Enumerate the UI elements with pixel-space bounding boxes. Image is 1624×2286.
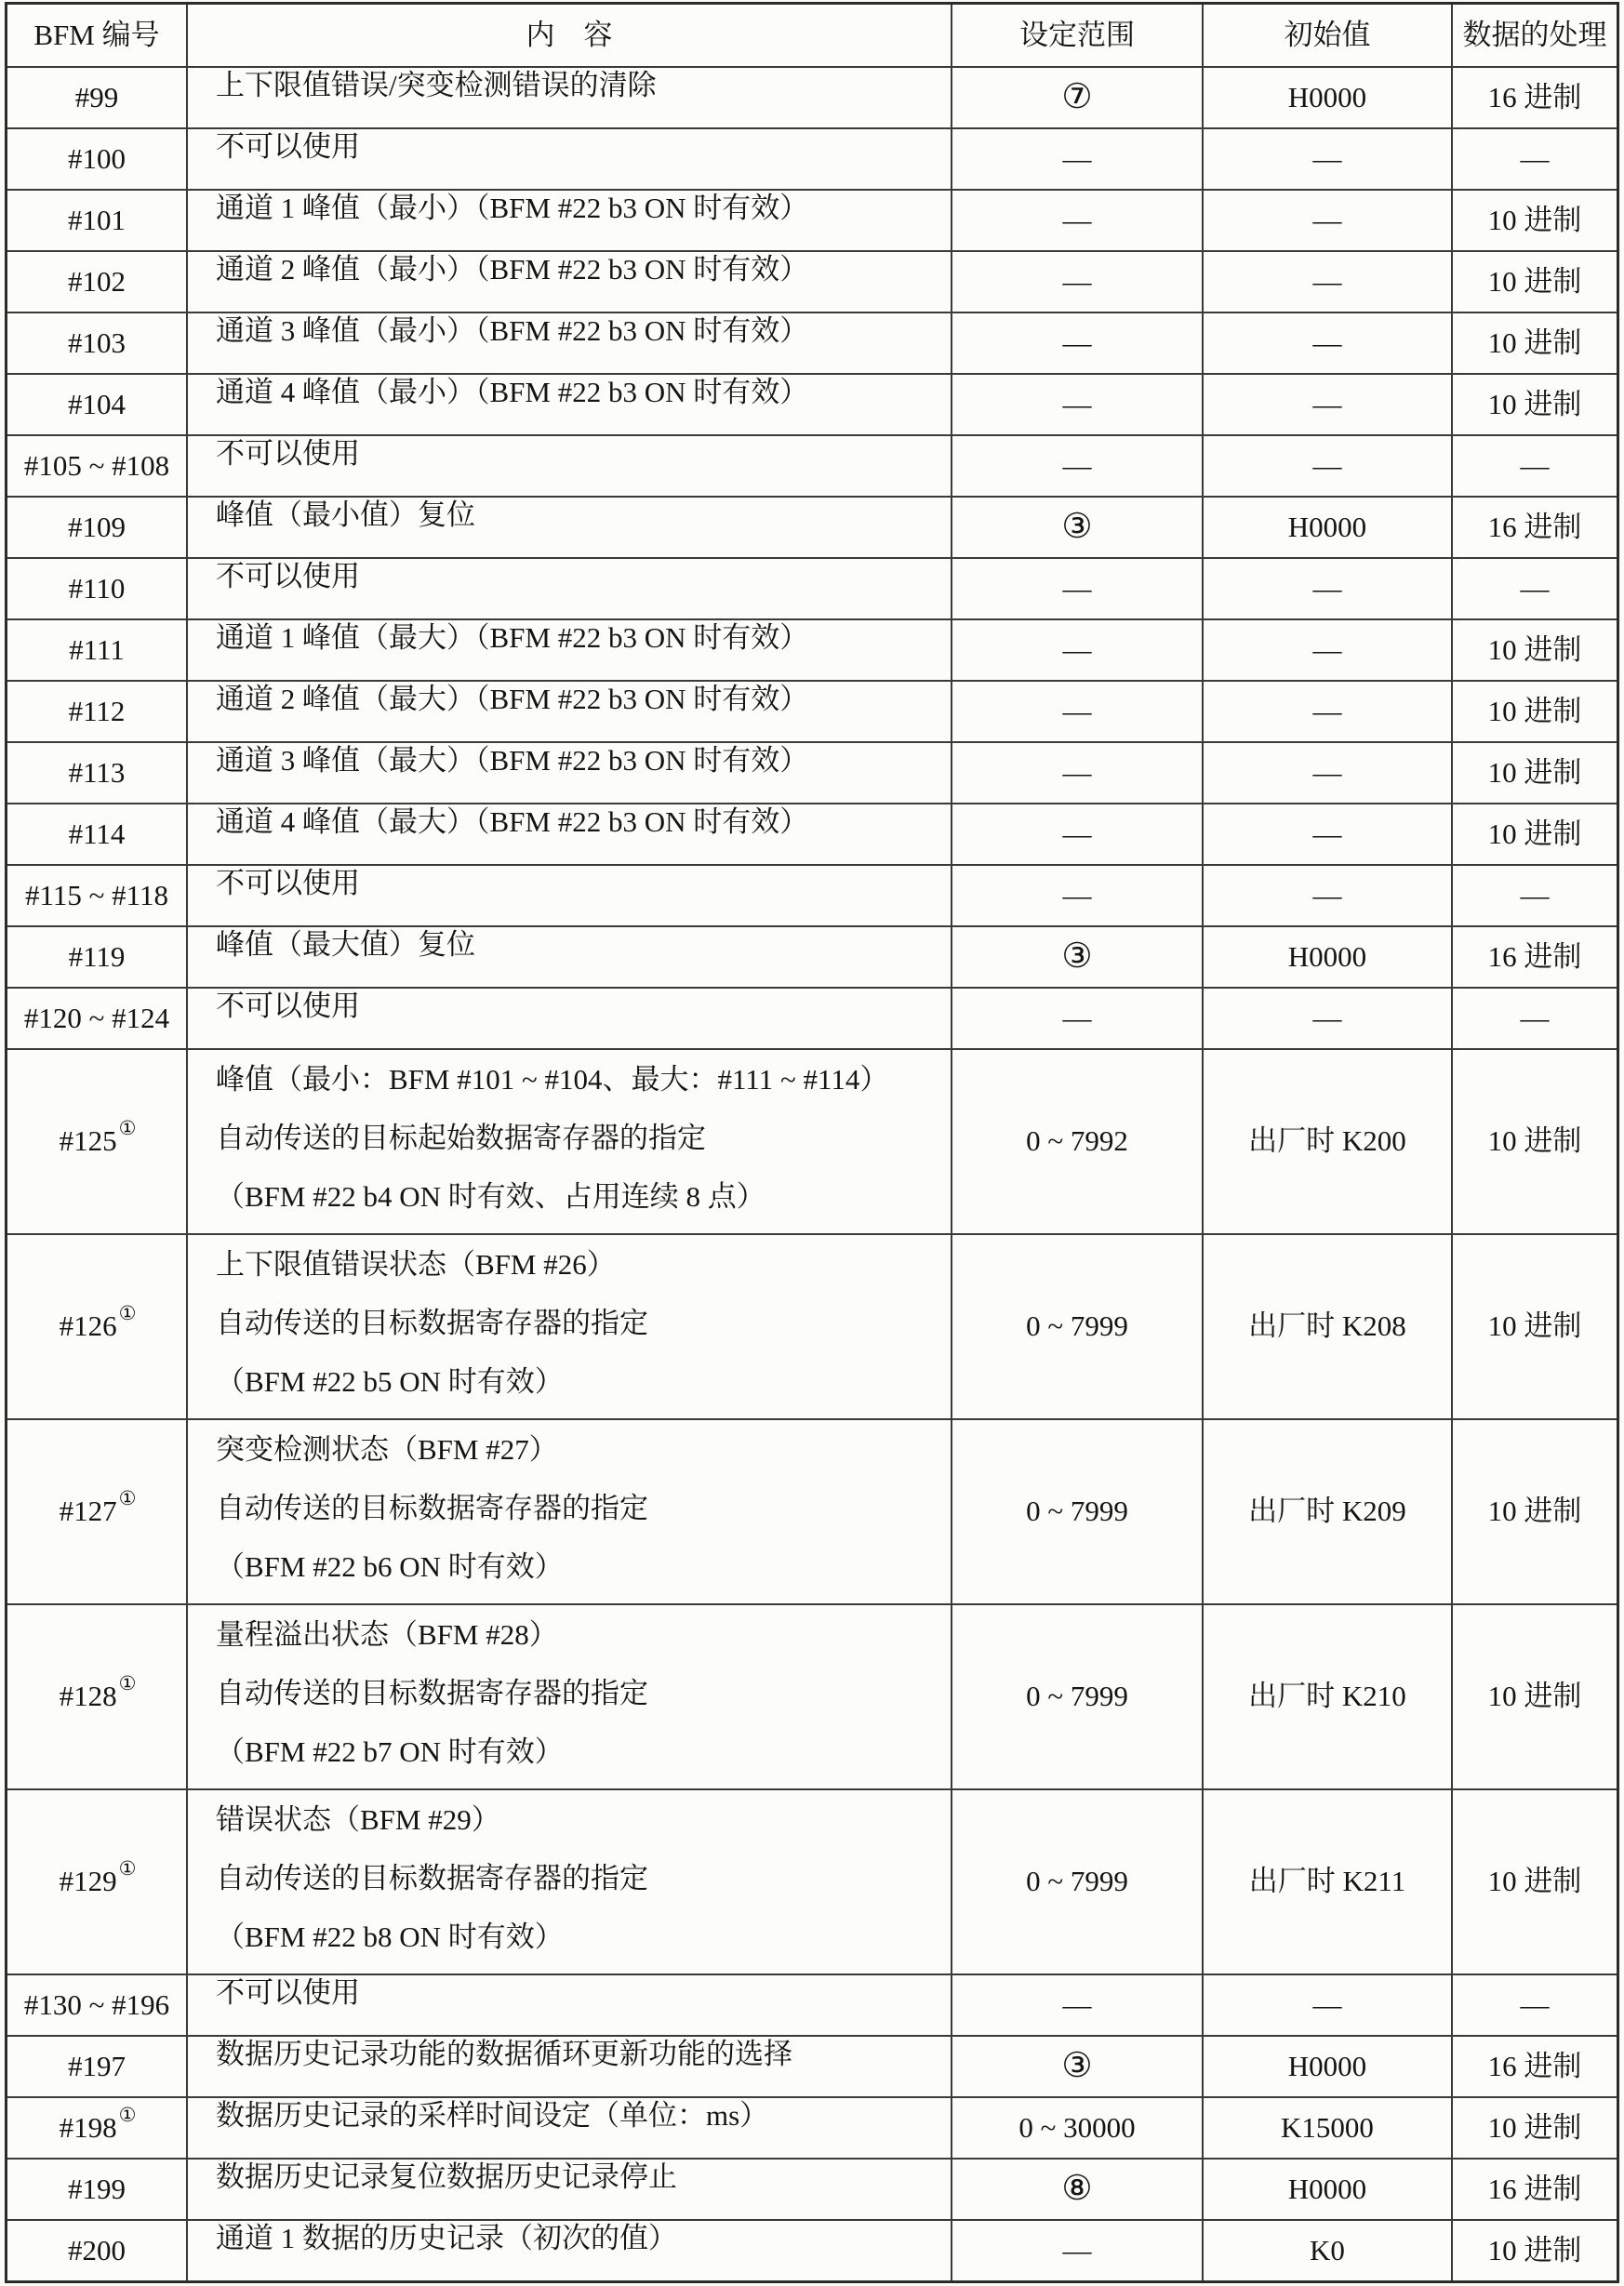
table-row bbox=[7, 803, 1617, 864]
data-processing-cell: 10 进制 bbox=[1451, 620, 1617, 680]
content-line: （BFM #22 b5 ON 时有效） bbox=[216, 1365, 564, 1398]
data-processing-cell: 10 进制 bbox=[1451, 313, 1617, 373]
table-row bbox=[7, 373, 1617, 434]
initial-value-cell: 出厂时 K208 bbox=[1202, 1235, 1451, 1418]
content-cell bbox=[186, 313, 951, 373]
bfm-number-cell bbox=[7, 313, 186, 373]
bfm-number-cell bbox=[7, 1420, 186, 1603]
column-header-content-label: 内 容 bbox=[526, 18, 613, 51]
table-row bbox=[7, 987, 1617, 1048]
initial-value-cell: H0000 bbox=[1202, 68, 1451, 127]
content-cell bbox=[186, 2221, 951, 2280]
content-line: 不可以使用 bbox=[216, 130, 360, 163]
content-line: 不可以使用 bbox=[216, 560, 360, 592]
bfm-number: #110 bbox=[68, 571, 126, 605]
bfm-number-cell bbox=[7, 1605, 186, 1788]
data-processing-cell: 10 进制 bbox=[1451, 2221, 1617, 2280]
table-row bbox=[7, 1974, 1617, 2035]
bfm-number: #113 bbox=[68, 755, 126, 789]
bfm-number: #102 bbox=[68, 264, 126, 298]
setting-range-cell: ③ bbox=[951, 498, 1202, 557]
content-line: （BFM #22 b4 ON 时有效、占用连续 8 点） bbox=[216, 1180, 765, 1213]
table-row bbox=[7, 680, 1617, 741]
content-line: 通道 4 峰值（最小）（BFM #22 b3 ON 时有效） bbox=[216, 376, 809, 408]
content-cell bbox=[186, 1975, 951, 2035]
bfm-number: #99 bbox=[74, 80, 119, 113]
setting-range-cell: — bbox=[951, 866, 1202, 925]
column-header-setting-range: 设定范围 bbox=[951, 5, 1202, 66]
content-cell bbox=[186, 682, 951, 741]
data-processing-cell: — bbox=[1451, 1975, 1617, 2035]
setting-range-cell: 0 ~ 7999 bbox=[951, 1420, 1202, 1603]
bfm-number-cell bbox=[7, 2160, 186, 2219]
content-line: 峰值（最小值）复位 bbox=[216, 498, 475, 531]
initial-value-cell: — bbox=[1202, 252, 1451, 312]
content-cell bbox=[186, 129, 951, 189]
table-row bbox=[7, 312, 1617, 373]
bfm-number-cell bbox=[7, 252, 186, 312]
setting-range-cell: — bbox=[951, 375, 1202, 434]
setting-range-cell: 0 ~ 7999 bbox=[951, 1605, 1202, 1788]
content-line: 自动传送的目标起始数据寄存器的指定 bbox=[216, 1122, 706, 1154]
initial-value-cell: K15000 bbox=[1202, 2098, 1451, 2158]
setting-range-cell: 0 ~ 30000 bbox=[951, 2098, 1202, 2158]
content-line: （BFM #22 b6 ON 时有效） bbox=[216, 1550, 564, 1583]
initial-value-cell: — bbox=[1202, 989, 1451, 1048]
table-row bbox=[7, 189, 1617, 250]
data-processing-cell: 16 进制 bbox=[1451, 68, 1617, 127]
content-line: 通道 1 峰值（最大）（BFM #22 b3 ON 时有效） bbox=[216, 621, 809, 654]
table-body bbox=[7, 66, 1617, 2280]
content-cell bbox=[186, 2037, 951, 2096]
setting-range-cell: — bbox=[951, 191, 1202, 250]
content-line: 上下限值错误/突变检测错误的清除 bbox=[216, 69, 657, 101]
data-processing-cell: 16 进制 bbox=[1451, 927, 1617, 987]
table-row bbox=[7, 925, 1617, 987]
bfm-number-cell bbox=[7, 375, 186, 434]
setting-range-cell: — bbox=[951, 252, 1202, 312]
bfm-number: #105 ~ #108 bbox=[23, 448, 170, 482]
data-processing-cell: 10 进制 bbox=[1451, 1050, 1617, 1233]
content-cell bbox=[186, 2098, 951, 2158]
content-line: 通道 2 峰值（最小）（BFM #22 b3 ON 时有效） bbox=[216, 253, 809, 286]
initial-value-cell: — bbox=[1202, 620, 1451, 680]
table-row bbox=[7, 1418, 1617, 1603]
column-header-data-processing: 数据的处理 bbox=[1451, 5, 1617, 66]
initial-value-cell: — bbox=[1202, 682, 1451, 741]
setting-range-cell: — bbox=[951, 989, 1202, 1048]
bfm-number-cell bbox=[7, 989, 186, 1048]
setting-range-cell: ⑧ bbox=[951, 2160, 1202, 2219]
table-row bbox=[7, 2219, 1617, 2280]
content-line: 通道 1 数据的历史记录（初次的值） bbox=[216, 2222, 677, 2254]
content-cell bbox=[186, 1790, 951, 1974]
initial-value-cell: H0000 bbox=[1202, 498, 1451, 557]
initial-value-cell: H0000 bbox=[1202, 927, 1451, 987]
bfm-number: #115 ~ #118 bbox=[25, 878, 168, 911]
bfm-number: #200 bbox=[68, 2233, 126, 2266]
setting-range-cell: — bbox=[951, 620, 1202, 680]
content-cell bbox=[186, 498, 951, 557]
content-line: 突变检测状态（BFM #27） bbox=[216, 1433, 558, 1466]
data-processing-cell: — bbox=[1451, 989, 1617, 1048]
table-row bbox=[7, 434, 1617, 496]
bfm-number-cell bbox=[7, 927, 186, 987]
data-processing-cell: 16 进制 bbox=[1451, 2160, 1617, 2219]
table-row bbox=[7, 1788, 1617, 1974]
footnote-marker: ① bbox=[118, 1117, 137, 1140]
data-processing-cell: — bbox=[1451, 866, 1617, 925]
bfm-number: #101 bbox=[68, 203, 126, 236]
content-line: 自动传送的目标数据寄存器的指定 bbox=[216, 1492, 648, 1524]
bfm-number: #126 bbox=[59, 1309, 117, 1343]
content-line: 通道 2 峰值（最大）（BFM #22 b3 ON 时有效） bbox=[216, 683, 809, 715]
bfm-number: #199 bbox=[68, 2172, 126, 2205]
setting-range-cell: — bbox=[951, 1975, 1202, 2035]
bfm-number: #125 bbox=[59, 1124, 117, 1158]
data-processing-cell: 10 进制 bbox=[1451, 252, 1617, 312]
data-processing-cell: — bbox=[1451, 436, 1617, 496]
data-processing-cell: 10 进制 bbox=[1451, 191, 1617, 250]
setting-range-cell: — bbox=[951, 2221, 1202, 2280]
bfm-number-cell bbox=[7, 191, 186, 250]
initial-value-cell: — bbox=[1202, 436, 1451, 496]
data-processing-cell: — bbox=[1451, 129, 1617, 189]
content-cell bbox=[186, 989, 951, 1048]
bfm-number: #119 bbox=[68, 939, 126, 973]
content-cell bbox=[186, 804, 951, 864]
bfm-number: #197 bbox=[68, 2049, 126, 2082]
setting-range-cell: — bbox=[951, 682, 1202, 741]
bfm-number-cell bbox=[7, 498, 186, 557]
initial-value-cell: 出厂时 K209 bbox=[1202, 1420, 1451, 1603]
bfm-number-cell bbox=[7, 129, 186, 189]
content-cell bbox=[186, 1235, 951, 1418]
bfm-number-cell bbox=[7, 804, 186, 864]
table-row bbox=[7, 1048, 1617, 1233]
initial-value-cell: — bbox=[1202, 191, 1451, 250]
content-line: 数据历史记录的采样时间设定（单位：ms） bbox=[216, 2099, 769, 2132]
content-cell bbox=[186, 743, 951, 803]
content-line: （BFM #22 b7 ON 时有效） bbox=[216, 1735, 564, 1768]
table-row bbox=[7, 2096, 1617, 2158]
setting-range-cell: ③ bbox=[951, 927, 1202, 987]
table-row bbox=[7, 864, 1617, 925]
data-processing-cell: 10 进制 bbox=[1451, 2098, 1617, 2158]
initial-value-cell: — bbox=[1202, 313, 1451, 373]
setting-range-cell: 0 ~ 7992 bbox=[951, 1050, 1202, 1233]
bfm-number-cell bbox=[7, 68, 186, 127]
bfm-number-cell bbox=[7, 2037, 186, 2096]
content-cell bbox=[186, 620, 951, 680]
footnote-marker: ① bbox=[118, 2103, 137, 2126]
initial-value-cell: H0000 bbox=[1202, 2160, 1451, 2219]
bfm-number-cell bbox=[7, 2098, 186, 2158]
content-line: 通道 1 峰值（最小）（BFM #22 b3 ON 时有效） bbox=[216, 192, 809, 224]
bfm-number: #112 bbox=[68, 694, 126, 727]
table-row bbox=[7, 1233, 1617, 1418]
bfm-number: #129 bbox=[59, 1865, 117, 1898]
setting-range-cell: ③ bbox=[951, 2037, 1202, 2096]
bfm-register-table bbox=[5, 2, 1619, 2283]
bfm-number: #100 bbox=[68, 141, 126, 175]
bfm-number: #127 bbox=[59, 1495, 117, 1528]
content-line: 不可以使用 bbox=[216, 1976, 360, 2009]
table-row bbox=[7, 127, 1617, 189]
bfm-number: #128 bbox=[59, 1680, 117, 1713]
setting-range-cell: — bbox=[951, 804, 1202, 864]
setting-range-cell: 0 ~ 7999 bbox=[951, 1235, 1202, 1418]
data-processing-cell: — bbox=[1451, 559, 1617, 618]
initial-value-cell: K0 bbox=[1202, 2221, 1451, 2280]
bfm-number-cell bbox=[7, 1050, 186, 1233]
bfm-number: #109 bbox=[68, 510, 126, 543]
table-header-row bbox=[7, 5, 1617, 66]
content-line: 不可以使用 bbox=[216, 437, 360, 470]
data-processing-cell: 10 进制 bbox=[1451, 1790, 1617, 1974]
column-header-initial-value: 初始值 bbox=[1202, 5, 1451, 66]
bfm-number-cell bbox=[7, 866, 186, 925]
table-row bbox=[7, 496, 1617, 557]
content-line: 峰值（最大值）复位 bbox=[216, 928, 475, 961]
initial-value-cell: 出厂时 K210 bbox=[1202, 1605, 1451, 1788]
content-cell bbox=[186, 1420, 951, 1603]
content-cell bbox=[186, 68, 951, 127]
content-cell bbox=[186, 927, 951, 987]
table-row bbox=[7, 250, 1617, 312]
content-line: 数据历史记录复位数据历史记录停止 bbox=[216, 2160, 677, 2193]
data-processing-cell: 16 进制 bbox=[1451, 2037, 1617, 2096]
initial-value-cell: 出厂时 K211 bbox=[1202, 1790, 1451, 1974]
footnote-marker: ① bbox=[118, 1672, 137, 1695]
content-line: 自动传送的目标数据寄存器的指定 bbox=[216, 1677, 648, 1709]
content-line: 自动传送的目标数据寄存器的指定 bbox=[216, 1307, 648, 1339]
data-processing-cell: 10 进制 bbox=[1451, 682, 1617, 741]
content-cell bbox=[186, 2160, 951, 2219]
content-line: 数据历史记录功能的数据循环更新功能的选择 bbox=[216, 2038, 792, 2070]
column-header-content bbox=[186, 5, 951, 66]
data-processing-cell: 10 进制 bbox=[1451, 1605, 1617, 1788]
table-row bbox=[7, 66, 1617, 127]
bfm-number-cell bbox=[7, 620, 186, 680]
initial-value-cell: H0000 bbox=[1202, 2037, 1451, 2096]
setting-range-cell: — bbox=[951, 129, 1202, 189]
bfm-number: #103 bbox=[68, 326, 126, 359]
bfm-number-cell bbox=[7, 682, 186, 741]
initial-value-cell: 出厂时 K200 bbox=[1202, 1050, 1451, 1233]
bfm-number-cell bbox=[7, 1790, 186, 1974]
table-row bbox=[7, 2158, 1617, 2219]
content-cell bbox=[186, 375, 951, 434]
table-row bbox=[7, 741, 1617, 803]
setting-range-cell: — bbox=[951, 559, 1202, 618]
bfm-number-cell bbox=[7, 559, 186, 618]
initial-value-cell: — bbox=[1202, 804, 1451, 864]
footnote-marker: ① bbox=[118, 1487, 137, 1510]
data-processing-cell: 10 进制 bbox=[1451, 1235, 1617, 1418]
content-line: 错误状态（BFM #29） bbox=[216, 1803, 500, 1836]
data-processing-cell: 10 进制 bbox=[1451, 743, 1617, 803]
content-cell bbox=[186, 252, 951, 312]
content-line: 不可以使用 bbox=[216, 867, 360, 899]
content-line: 上下限值错误状态（BFM #26） bbox=[216, 1248, 616, 1281]
initial-value-cell: — bbox=[1202, 866, 1451, 925]
table-row bbox=[7, 618, 1617, 680]
content-line: 量程溢出状态（BFM #28） bbox=[216, 1618, 558, 1651]
bfm-number-cell bbox=[7, 436, 186, 496]
setting-range-cell: — bbox=[951, 436, 1202, 496]
data-processing-cell: 10 进制 bbox=[1451, 804, 1617, 864]
table-row bbox=[7, 1603, 1617, 1788]
setting-range-cell: — bbox=[951, 743, 1202, 803]
initial-value-cell: — bbox=[1202, 743, 1451, 803]
column-header-bfm-number: BFM 编号 bbox=[33, 18, 160, 51]
initial-value-cell: — bbox=[1202, 1975, 1451, 2035]
setting-range-cell: ⑦ bbox=[951, 68, 1202, 127]
content-cell bbox=[186, 866, 951, 925]
content-cell bbox=[186, 191, 951, 250]
bfm-number: #130 ~ #196 bbox=[23, 1987, 170, 2021]
bfm-number: #198 bbox=[59, 2110, 117, 2144]
content-line: 通道 4 峰值（最大）（BFM #22 b3 ON 时有效） bbox=[216, 805, 809, 838]
content-line: 峰值（最小：BFM #101 ~ #104、最大：#111 ~ #114） bbox=[216, 1063, 889, 1096]
bfm-number-cell bbox=[7, 2221, 186, 2280]
content-line: 不可以使用 bbox=[216, 990, 360, 1022]
content-line: 自动传送的目标数据寄存器的指定 bbox=[216, 1862, 648, 1894]
content-cell bbox=[186, 1605, 951, 1788]
content-line: 通道 3 峰值（最大）（BFM #22 b3 ON 时有效） bbox=[216, 744, 809, 777]
initial-value-cell: — bbox=[1202, 129, 1451, 189]
initial-value-cell: — bbox=[1202, 559, 1451, 618]
footnote-marker: ① bbox=[118, 1857, 137, 1881]
bfm-number-cell bbox=[7, 1235, 186, 1418]
initial-value-cell: — bbox=[1202, 375, 1451, 434]
bfm-number: #114 bbox=[68, 817, 126, 850]
data-processing-cell: 10 进制 bbox=[1451, 1420, 1617, 1603]
bfm-number-cell bbox=[7, 1975, 186, 2035]
content-line: 通道 3 峰值（最小）（BFM #22 b3 ON 时有效） bbox=[216, 314, 809, 347]
content-line: （BFM #22 b8 ON 时有效） bbox=[216, 1921, 564, 1953]
table-row bbox=[7, 557, 1617, 618]
setting-range-cell: — bbox=[951, 313, 1202, 373]
content-cell bbox=[186, 1050, 951, 1233]
bfm-number: #104 bbox=[68, 387, 126, 420]
bfm-number: #111 bbox=[69, 632, 125, 666]
bfm-number: #120 ~ #124 bbox=[23, 1001, 170, 1034]
data-processing-cell: 16 进制 bbox=[1451, 498, 1617, 557]
setting-range-cell: 0 ~ 7999 bbox=[951, 1790, 1202, 1974]
table-row bbox=[7, 2035, 1617, 2096]
content-cell bbox=[186, 436, 951, 496]
footnote-marker: ① bbox=[118, 1302, 137, 1325]
data-processing-cell: 10 进制 bbox=[1451, 375, 1617, 434]
content-cell bbox=[186, 559, 951, 618]
bfm-number-cell bbox=[7, 743, 186, 803]
